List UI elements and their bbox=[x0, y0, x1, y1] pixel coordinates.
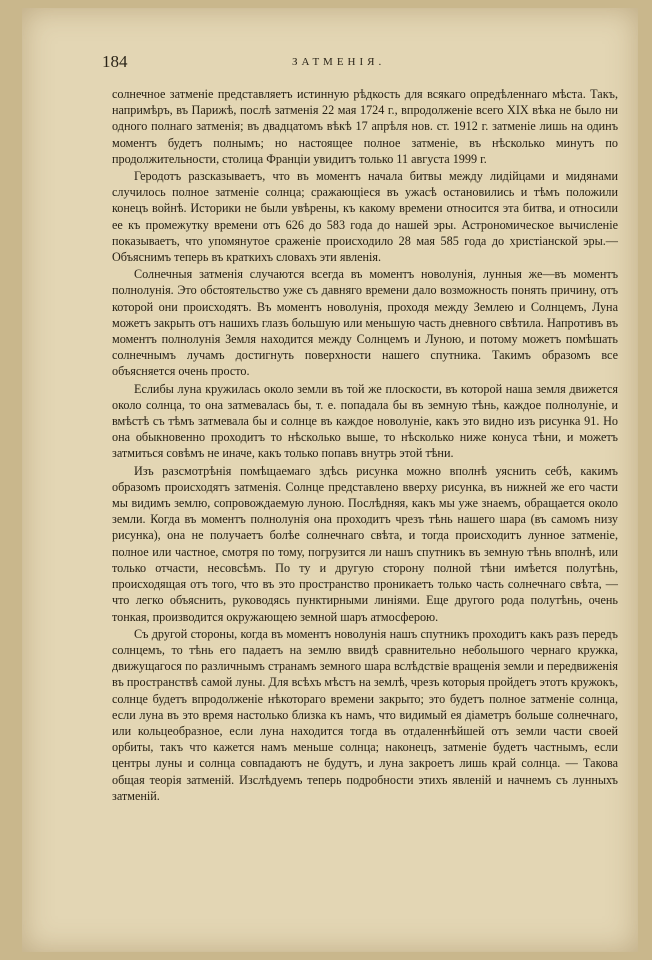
paragraph: Геродотъ разсказываетъ, что въ моментъ начала битвы между лидійцами и мидянами случилось полное затменіе солнца; сражающіеся въ ужасѣ остановились и тѣмъ положили конецъ войнѣ. Историки не были увѣрены, къ какому времени относится эта битва, и относили ее къ промежутку времени отъ 626 до 583 года до нашей эры. Астрономическое вычисленіе показываетъ, что упомянутое сраженіе происходило 28 мая 585 года до христіанской эры.—Объяснимъ теперь въ краткихъ словахъ эти явленія. bbox=[112, 169, 618, 265]
running-header bbox=[102, 52, 602, 74]
page-number: 184 bbox=[102, 52, 128, 71]
paragraph: Изъ разсмотрѣнія помѣщаемаго здѣсь рисунка можно вполнѣ уяснить себѣ, какимъ образомъ происходятъ затменія. Солнце представлено вверху рисунка, въ нижней же его части мы видимъ землю, сопровождаемую луною. Послѣдняя, какъ мы уже знаемъ, обращается около земли. Когда въ моментъ полнолунія она проходитъ чрезъ тѣнь нашего шара (въ самомъ низу рисунка), она не получаетъ болѣе солнечнаго свѣта, и тогда происходитъ лунное затменіе, полное или частное, смотря по тому, погрузится ли нашъ спутникъ въ земную тѣнь вполнѣ, или только отчасти, несовсѣмъ. По ту и другую сторону полной тѣни имѣется полутѣнь, происходящая отъ того, что въ это пространство проникаетъ только часть солнечнаго свѣта, — что легко объяснить, руководясь пунктирными линіями. Еще другого рода полутѣнь, очень тонкая, производится окружающею земной шаръ атмосферою. bbox=[112, 463, 618, 624]
body-text bbox=[112, 86, 618, 805]
paragraph: солнечное затменіе представляетъ истинную рѣдкость для всякаго опредѣленнаго мѣста. Такъ, напримѣръ, въ Парижѣ, послѣ затменія 22 мая 1724 г., впродолженіе всего XIX вѣка не было ни одного полнаго затменія; въ двадцатомъ вѣкѣ 17 апрѣля нов. ст. 1912 г. затменіе лишь на одинъ моментъ будетъ полнымъ; но настоящее полное затменіе, въ нѣсколько минутъ по продолжительности, столица Франціи увидитъ только 11 августа 1999 г. bbox=[112, 87, 618, 166]
paragraph: Съ другой стороны, когда въ моментъ новолунія нашъ спутникъ проходитъ какъ разъ передъ солнцемъ, то тѣнь его падаетъ на землю ввидѣ сравнительно небольшого чернаго кружка, движущагося по различнымъ странамъ земного шара вслѣдствіе вращенія земли и передвиженія въ пространствѣ самой луны. Для всѣхъ мѣстъ на землѣ, чрезъ которыя пройдетъ этотъ кружокъ, солнце будетъ впродолженіе нѣкотораго времени закрыто; это будетъ полное затменіе солнца, если луна въ это время настолько близка къ намъ, что видимый ея діаметръ больше солнечнаго, или кольцеобразное, если луна находится тогда въ отдаленнѣйшей отъ земли части своей орбиты, такъ что кажется намъ меньше солнца; наконецъ, затменіе будетъ частнымъ, если центры луны и солнца совпадаютъ не будутъ, и луна закроетъ лишь край солнца. — Такова общая теорія затменій. Изслѣдуемъ теперь подробности этихъ явленій и начнемъ съ лунныхъ затменій. bbox=[112, 626, 618, 803]
paragraph: Еслибы луна кружилась около земли въ той же плоскости, въ которой наша земля движется около солнца, то она затмевалась бы, т. е. попадала бы въ земную тѣнь, каждое полнолуніе, и вмѣстѣ съ тѣмъ затмевала бы и солнце въ каждое новолуніе, какъ это видно изъ рисунка 91. Но она обыкновенно проходитъ то нѣсколько выше, то нѣсколько ниже конуса тѣни, и можетъ затмиться совѣмъ не иначе, какъ только попавъ внутрь этой тѣни. bbox=[112, 381, 618, 461]
book-page bbox=[22, 8, 638, 952]
paragraph: Солнечныя затменія случаются всегда въ моментъ новолунія, лунныя же—въ моментъ полнолунія. Это обстоятельство уже съ давняго времени дало возможность понять причину, отъ которой они происходятъ. Въ моментъ новолунія, проходя между Землею и Солнцемъ, Луна можетъ закрыть отъ нашихъ глазъ большую или меньшую часть дневного свѣтила. Напротивъ въ моментъ полнолунія Земля находится между Солнцемъ и Луною, и потому можетъ помѣшать солнечнымъ лучамъ достигнуть поверхности нашего спутника. Такимъ образомъ все объясняется очень просто. bbox=[112, 267, 618, 379]
running-title: ЗАТМЕНІЯ. bbox=[292, 56, 386, 68]
